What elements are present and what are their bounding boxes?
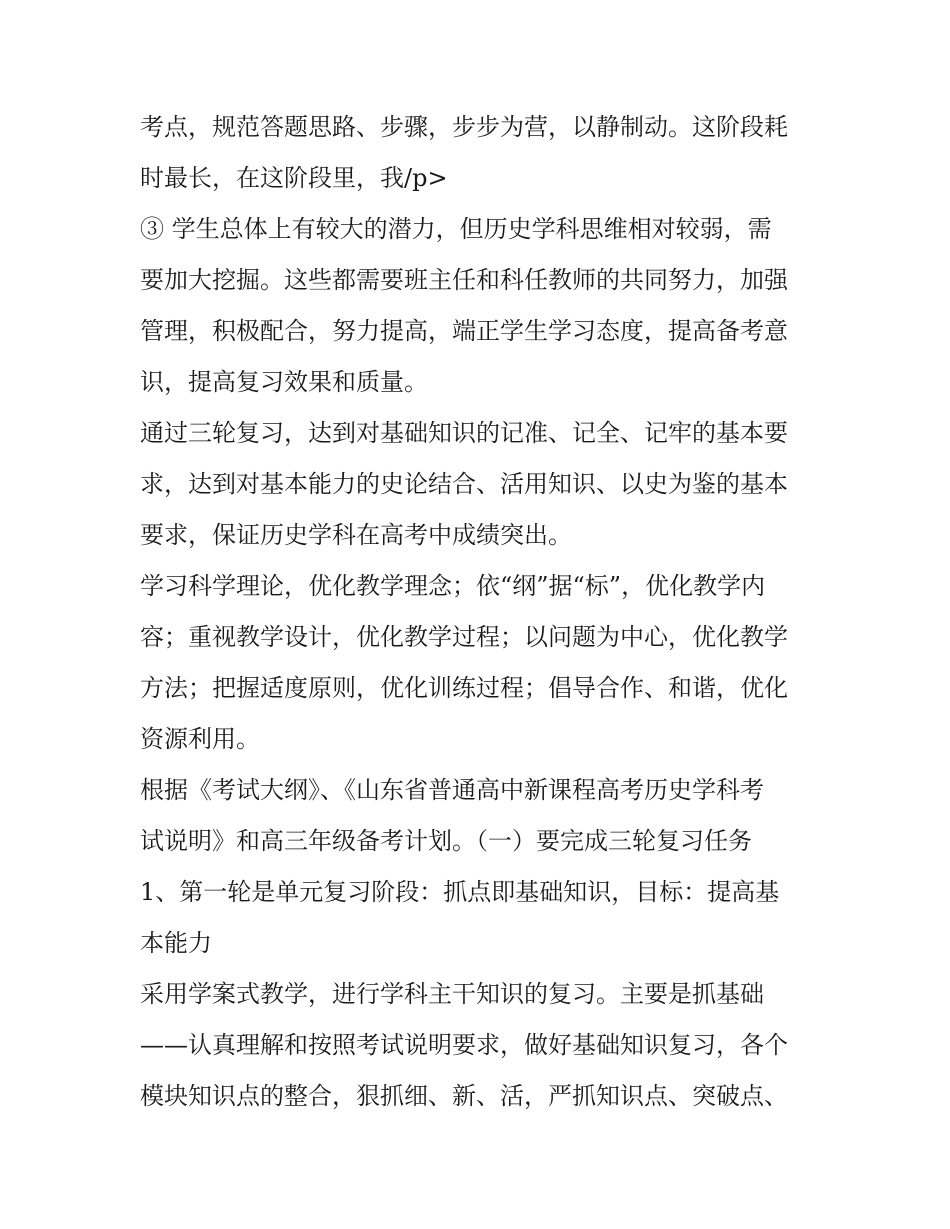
text-line: 通过三轮复习，达到对基础知识的记准、记全、记牢的基本要 xyxy=(140,419,788,447)
text-line: 根据《考试大纲》、《山东省普通高中新课程高考历史学科考 xyxy=(140,776,764,804)
text-line: 要求，保证历史学科在高考中成绩突出。 xyxy=(140,521,572,549)
text-line: 考点，规范答题思路、步骤，步步为营，以静制动。这阶段耗 xyxy=(140,113,788,141)
text-line: ——认真理解和按照考试说明要求，做好基础知识复习，各个 xyxy=(140,1031,788,1059)
text-line: 识，提高复习效果和质量。 xyxy=(140,368,428,396)
text-line: 本能力 xyxy=(140,929,212,957)
text-line: 容；重视教学设计，优化教学过程；以问题为中心，优化教学 xyxy=(140,623,788,651)
text-line: 方法；把握适度原则，优化训练过程；倡导合作、和谐，优化 xyxy=(140,674,788,702)
text-line: 采用学案式教学，进行学科主干知识的复习。主要是抓基础 xyxy=(140,980,764,1008)
text-line: 要加大挖掘。这些都需要班主任和科任教师的共同努力，加强 xyxy=(140,266,788,294)
text-line: 学习科学理论，优化教学理念；依“纲”据“标”，优化教学内 xyxy=(140,572,766,600)
text-line: ③ 学生总体上有较大的潜力，但历史学科思维相对较弱，需 xyxy=(140,215,772,243)
text-line: 时最长，在这阶段里，我/p> xyxy=(140,164,448,192)
text-line: 求，达到对基本能力的史论结合、活用知识、以史为鉴的基本 xyxy=(140,470,788,498)
text-line: 模块知识点的整合，狠抓细、新、活，严抓知识点、突破点、 xyxy=(140,1082,788,1110)
text-line: 管理，积极配合，努力提高，端正学生学习态度，提高备考意 xyxy=(140,317,788,345)
text-line: 资源利用。 xyxy=(140,725,260,753)
text-line: 试说明》和高三年级备考计划。（一）要完成三轮复习任务 xyxy=(140,827,752,855)
document-body xyxy=(140,102,815,1122)
text-line: 1、第一轮是单元复习阶段：抓点即基础知识，目标：提高基 xyxy=(140,878,780,906)
